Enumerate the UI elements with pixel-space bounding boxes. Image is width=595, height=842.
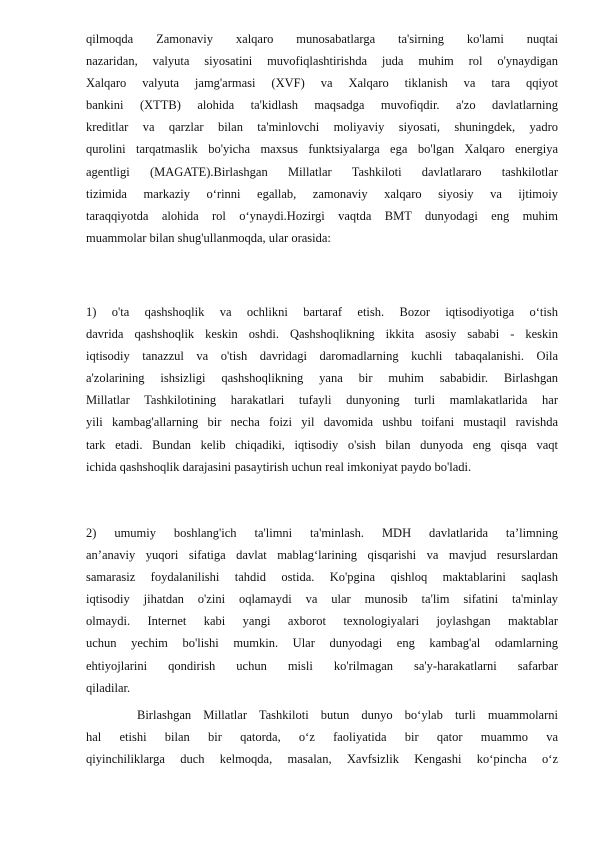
- text-line: davrida qashshoqlik keskin oshdi. Qashshoqlikning ikkita asosiy sababi - keskin: [86, 327, 558, 342]
- text-line: kreditlar va qarzlar bilan ta'minlovchi moliyaviy siyosati, shuningdek, yadro: [86, 120, 558, 135]
- text-line: tark etadi. Bundan kelib chiqadiki, iqtisodiy o'sish bilan dunyoda eng qisqa vaqt: [86, 437, 558, 452]
- text-line: ehtiyojlarini qondirish uchun misli ko'rilmagan sa'y-harakatlarni safarbar: [86, 658, 558, 673]
- text-line: a'zolarining ishsizligi qashshoqlikning yana bir muhim sababidir. Birlashgan: [86, 371, 558, 386]
- text-line: hal etishi bilan bir qatorda, o‘z faoliyatida bir qator muammo va: [86, 730, 558, 745]
- text-line: 2) umumiy boshlang'ich ta'limni ta'minlash. MDH davlatlarida ta’limning: [86, 526, 558, 540]
- text-line: qurolini tarqatmaslik bo'yicha maxsus funktsiyalarga ega bo'lgan Xalqaro energiya: [86, 142, 558, 157]
- text-line: qilmoqda Zamonaviy xalqaro munosabatlarga ta'sirning ko'lami nuqtai: [86, 32, 558, 46]
- text-line: iqtisodiy jihatdan o'zini oqlamaydi va ular munosib ta'lim sifatini ta'minlay: [86, 592, 558, 607]
- text-line: nazaridan, valyuta siyosatini muvofiqlashtirishda juda muhim rol o'ynaydigan: [86, 54, 558, 69]
- text-line: bankini (XTTB) alohida ta'kidlash maqsadga muvofiqdir. a'zo davlatlarning: [86, 98, 558, 113]
- text-line: qiyinchiliklarga duch kelmoqda, masalan, Xavfsizlik Kengashi ko‘pincha o‘z: [86, 752, 558, 767]
- text-line: muammolar bilan shug'ullanmoqda, ular orasida:: [86, 230, 331, 245]
- text-line: yili kambag'allarning bir necha foizi yil davomida ushbu toifani mustaqil ravishda: [86, 415, 558, 430]
- text-line: agentligi (MAGATE).Birlashgan Millatlar Tashkiloti davlatlararo tashkilotlar: [86, 164, 558, 179]
- text-line: tizimida markaziy o‘rinni egallab, zamonaviy xalqaro siyosiy va ijtimoiy: [86, 186, 558, 201]
- text-line: uchun yechim bo'lishi mumkin. Ular dunyodagi eng kambag'al odamlarning: [86, 636, 558, 651]
- text-line: an’anaviy yuqori sifatiga davlat mablag‘larining qisqarishi va mavjud resurslardan: [86, 548, 558, 563]
- text-line: Xalqaro valyuta jamg'armasi (XVF) va Xalqaro tiklanish va tara qqiyot: [86, 76, 558, 91]
- paragraph-intro: [86, 28, 558, 249]
- paragraph-closing: [86, 704, 558, 770]
- text-line: samarasiz foydalanilishi tahdid ostida. Ko'pgina qishloq maktablarini saqlash: [86, 570, 558, 585]
- text-line: Millatlar Tashkilotining harakatlari tufayli dunyoning turli mamlakatlarida har: [86, 393, 558, 408]
- text-line: taraqqiyotda alohida rol o‘ynaydi.Hozirgi vaqtda BMT dunyodagi eng muhim: [86, 208, 558, 223]
- text-line: 1) o'ta qashshoqlik va ochlikni bartaraf etish. Bozor iqtisodiyotiga o‘tish: [86, 305, 558, 319]
- paragraph-item-2: [86, 522, 558, 699]
- text-line: iqtisodiy tanazzul va o'tish davridagi daromadlarning kuchli tabaqalanishi. Oila: [86, 349, 558, 364]
- text-line: ichida qashshoqlik darajasini pasaytirish uchun real imkoniyat paydo bo'ladi.: [86, 459, 472, 474]
- text-line: olmaydi. Internet kabi yangi axborot texnologiyalari joylashgan maktablar: [86, 614, 558, 629]
- text-line: Birlashgan Millatlar Tashkiloti butun dunyo bo‘ylab turli muammolarni: [137, 708, 558, 722]
- paragraph-item-1: [86, 301, 558, 478]
- text-line: qiladilar.: [86, 680, 131, 695]
